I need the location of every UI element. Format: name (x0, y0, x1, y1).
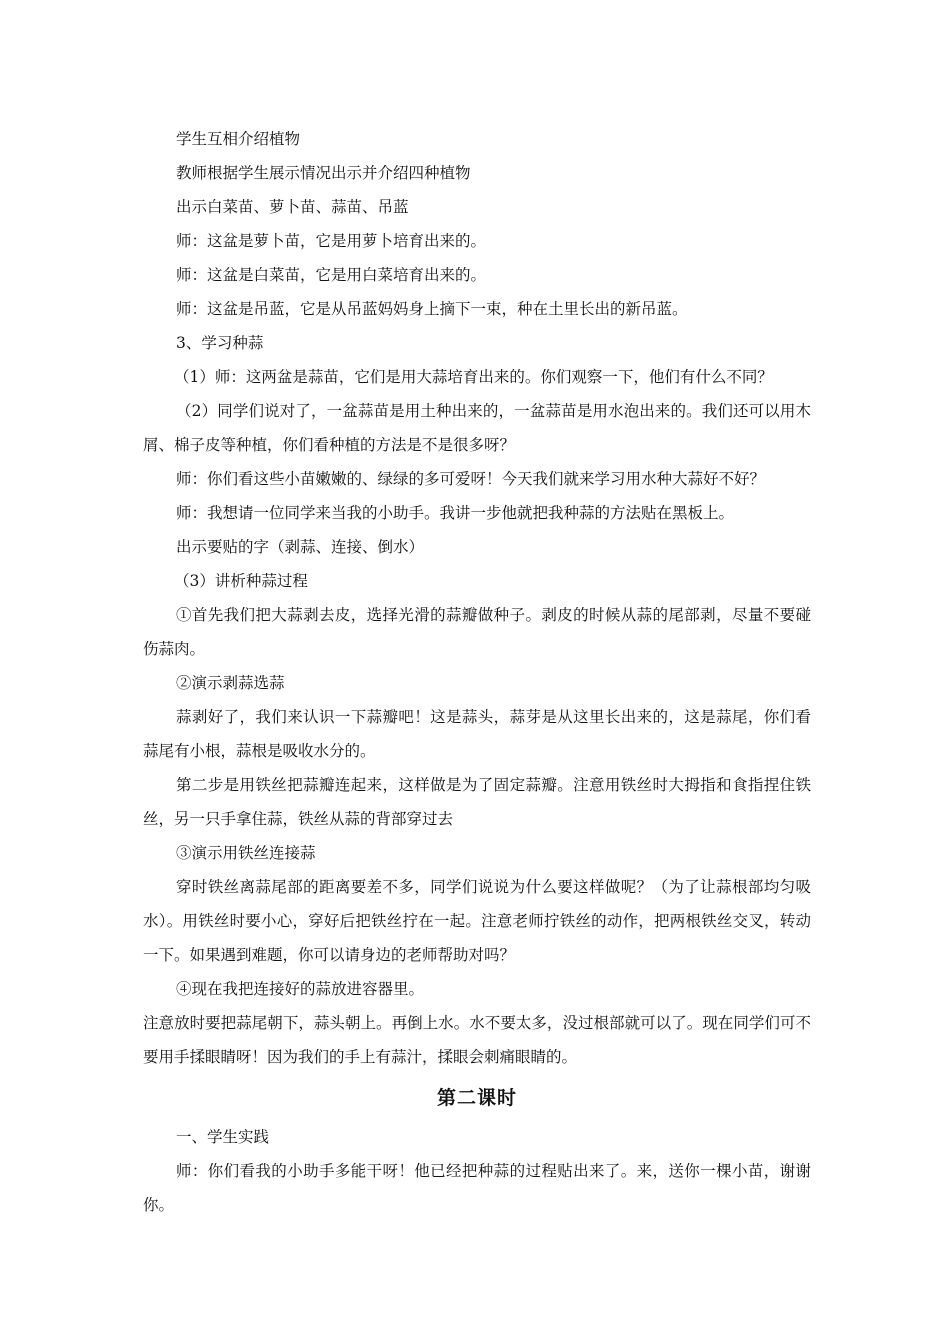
paragraph: （1）师：这两盆是蒜苗，它们是用大蒜培育出来的。你们观察一下，他们有什么不同？ (174, 368, 773, 386)
paragraph: 一、学生实践 (176, 1128, 270, 1146)
paragraph: 教师根据学生展示情况出示并介绍四种植物 (176, 164, 471, 182)
paragraph: 第二步是用铁丝把蒜瓣连起来，这样做是为了固定蒜瓣。注意用铁丝时大拇指和食指捏住铁丝，另一只手拿住蒜，铁丝从蒜的背部穿过去 (143, 776, 811, 828)
paragraph: 出示白菜苗、萝卜苗、蒜苗、吊蓝 (176, 198, 409, 216)
paragraph: （2）同学们说对了，一盆蒜苗是用土种出来的，一盆蒜苗是用水泡出来的。我们还可以用木屑、棉子皮等种植，你们看种植的方法是不是很多呀？ (143, 402, 811, 454)
paragraph: （3）讲析种蒜过程 (174, 572, 308, 590)
paragraph: ②演示剥蒜选蒜 (176, 674, 285, 692)
paragraph: 3、学习种蒜 (176, 334, 264, 352)
paragraph: ③演示用铁丝连接蒜 (176, 844, 316, 862)
paragraph: 穿时铁丝离蒜尾部的距离要差不多，同学们说说为什么要这样做呢？（为了让蒜根部均匀吸水）。用铁丝时要小心，穿好后把铁丝拧在一起。注意老师拧铁丝的动作，把两根铁丝交叉，转动一下。如果遇到难题，你可以请身边的老师帮助对吗？ (143, 878, 811, 964)
paragraph: 蒜剥好了，我们来认识一下蒜瓣吧！这是蒜头，蒜芽是从这里长出来的，这是蒜尾，你们看蒜尾有小根，蒜根是吸收水分的。 (143, 708, 811, 760)
paragraph: 师：这盆是白菜苗，它是用白菜培育出来的。 (176, 266, 487, 284)
paragraph: 师：你们看这些小苗嫩嫩的、绿绿的多可爱呀！今天我们就来学习用水种大蒜好不好？ (176, 470, 766, 488)
paragraph: 学生互相介绍植物 (176, 130, 301, 148)
paragraph: 出示要贴的字（剥蒜、连接、倒水） (176, 538, 425, 556)
paragraph: ④现在我把连接好的蒜放进容器里。 (176, 980, 425, 998)
paragraph: 师：你们看我的小助手多能干呀！他已经把种蒜的过程贴出来了。来，送你一棵小苗，谢谢你。 (143, 1162, 811, 1214)
document-page (143, 122, 811, 1222)
paragraph: ①首先我们把大蒜剥去皮，选择光滑的蒜瓣做种子。剥皮的时候从蒜的尾部剥，尽量不要碰伤蒜肉。 (143, 606, 811, 658)
paragraph: 师：这盆是吊蓝，它是从吊蓝妈妈身上摘下一束，种在土里长出的新吊蓝。 (176, 300, 688, 318)
paragraph: 师：这盆是萝卜苗，它是用萝卜培育出来的。 (176, 232, 487, 250)
paragraph: 注意放时要把蒜尾朝下，蒜头朝上。再倒上水。水不要太多，没过根部就可以了。现在同学们可不要用手揉眼睛呀！因为我们的手上有蒜汁，揉眼会刺痛眼睛的。 (143, 1014, 811, 1066)
paragraph: 师：我想请一位同学来当我的小助手。我讲一步他就把我种蒜的方法贴在黑板上。 (176, 504, 735, 522)
section-title: 第二课时 (436, 1087, 517, 1109)
